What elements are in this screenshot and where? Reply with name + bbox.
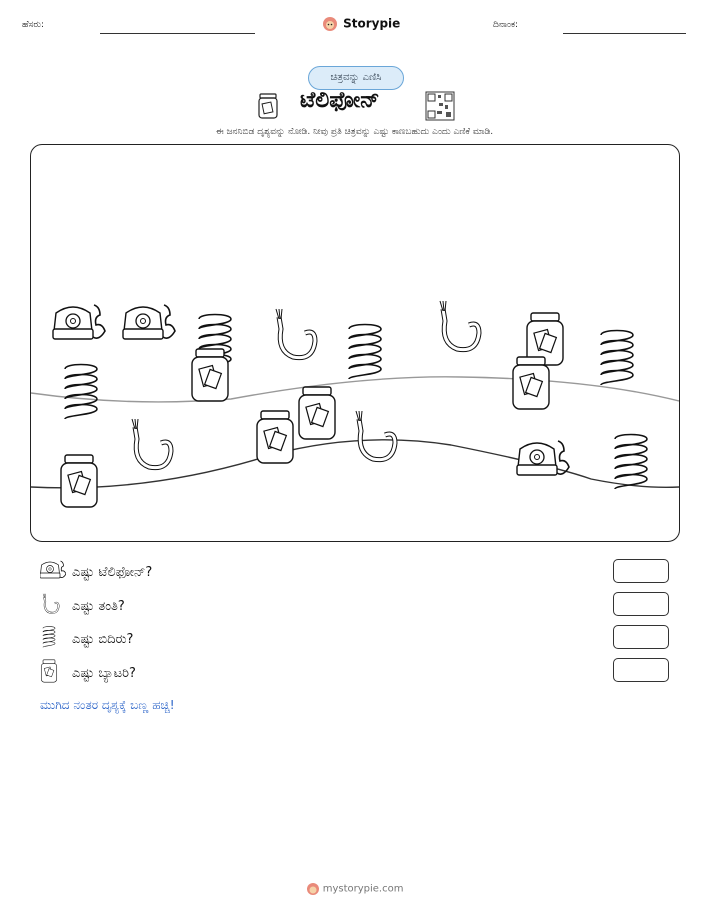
telephone-1 (53, 305, 105, 339)
question-wire-text: ಎಷ್ಟು ತಂತಿ? (72, 598, 125, 614)
finish-instruction: ಮುಗಿದ ನಂತರ ದೃಶ್ಯಕ್ಕೆ ಬಣ್ಣ ಹಚ್ಚಿ! (40, 698, 175, 712)
answer-box-spring[interactable] (613, 625, 669, 649)
answer-box-wire[interactable] (613, 592, 669, 616)
instruction-text: ಈ ಜನನಿಬಿಡ ದೃಶ್ಯವನ್ನು ನೋಡಿ. ನೀವು ಪ್ರತಿ ಚಿತ್ರವನ್ನು ಎಷ್ಟು ಕಾಣಬಹುದು ಎಂದು ಎಣಿಕೆ ಮಾಡಿ. (215, 127, 494, 137)
footer (0, 882, 709, 896)
battery-jar-4 (299, 387, 335, 439)
spring-5 (615, 435, 647, 490)
spring-icon (40, 626, 58, 648)
answer-box-telephone[interactable] (613, 559, 669, 583)
scene-canvas (31, 145, 679, 541)
battery-jar-1 (192, 349, 228, 401)
spring-2 (65, 365, 97, 420)
question-telephone-text: ಎಷ್ಟು ಟೆಲಿಫೋನ್? (72, 564, 153, 580)
page-title: ಟೆಲಿಫೋನ್ (300, 88, 380, 113)
qr-code-icon (425, 91, 455, 121)
name-line[interactable] (100, 33, 255, 34)
answer-box-battery[interactable] (613, 658, 669, 682)
storypie-footer-logo-icon (306, 882, 320, 896)
battery-jar-6 (61, 455, 97, 507)
battery-jar-title-icon (257, 92, 279, 120)
wire-3 (132, 419, 171, 468)
battery-jar-3 (513, 357, 549, 409)
question-spring-text: ಎಷ್ಟು ಬಿದಿರು? (72, 631, 134, 647)
date-line[interactable] (563, 33, 686, 34)
telephone-icon (40, 560, 66, 580)
back-hill-line (31, 377, 679, 402)
front-hill-line (31, 440, 679, 488)
scene-frame (30, 144, 680, 542)
footer-url[interactable]: mystorypie.com (322, 883, 404, 895)
wire-1 (276, 309, 315, 358)
date-label: ದಿನಾಂಕ: (493, 20, 519, 30)
brand-name: Storypie (343, 16, 401, 31)
battery-jar-5 (257, 411, 293, 463)
question-battery (40, 659, 136, 687)
spring-3 (349, 325, 381, 380)
question-telephone (40, 560, 152, 584)
question-wire (40, 593, 125, 619)
brand-logo (322, 13, 400, 32)
question-battery-text: ಎಷ್ಟು ಬ್ಯಾಟರಿ? (72, 665, 136, 681)
telephone-2 (123, 305, 175, 339)
question-spring (40, 626, 133, 652)
wire-icon (40, 593, 62, 615)
spring-4 (601, 331, 633, 386)
wire-2 (440, 301, 479, 350)
storypie-logo-icon (322, 16, 338, 32)
name-label: ಹೆಸರು: (22, 20, 45, 30)
wire-4 (356, 411, 395, 460)
battery-jar-icon (40, 659, 58, 683)
count-badge: ಚಿತ್ರವನ್ನು ಎಣಿಸಿ (308, 66, 404, 90)
